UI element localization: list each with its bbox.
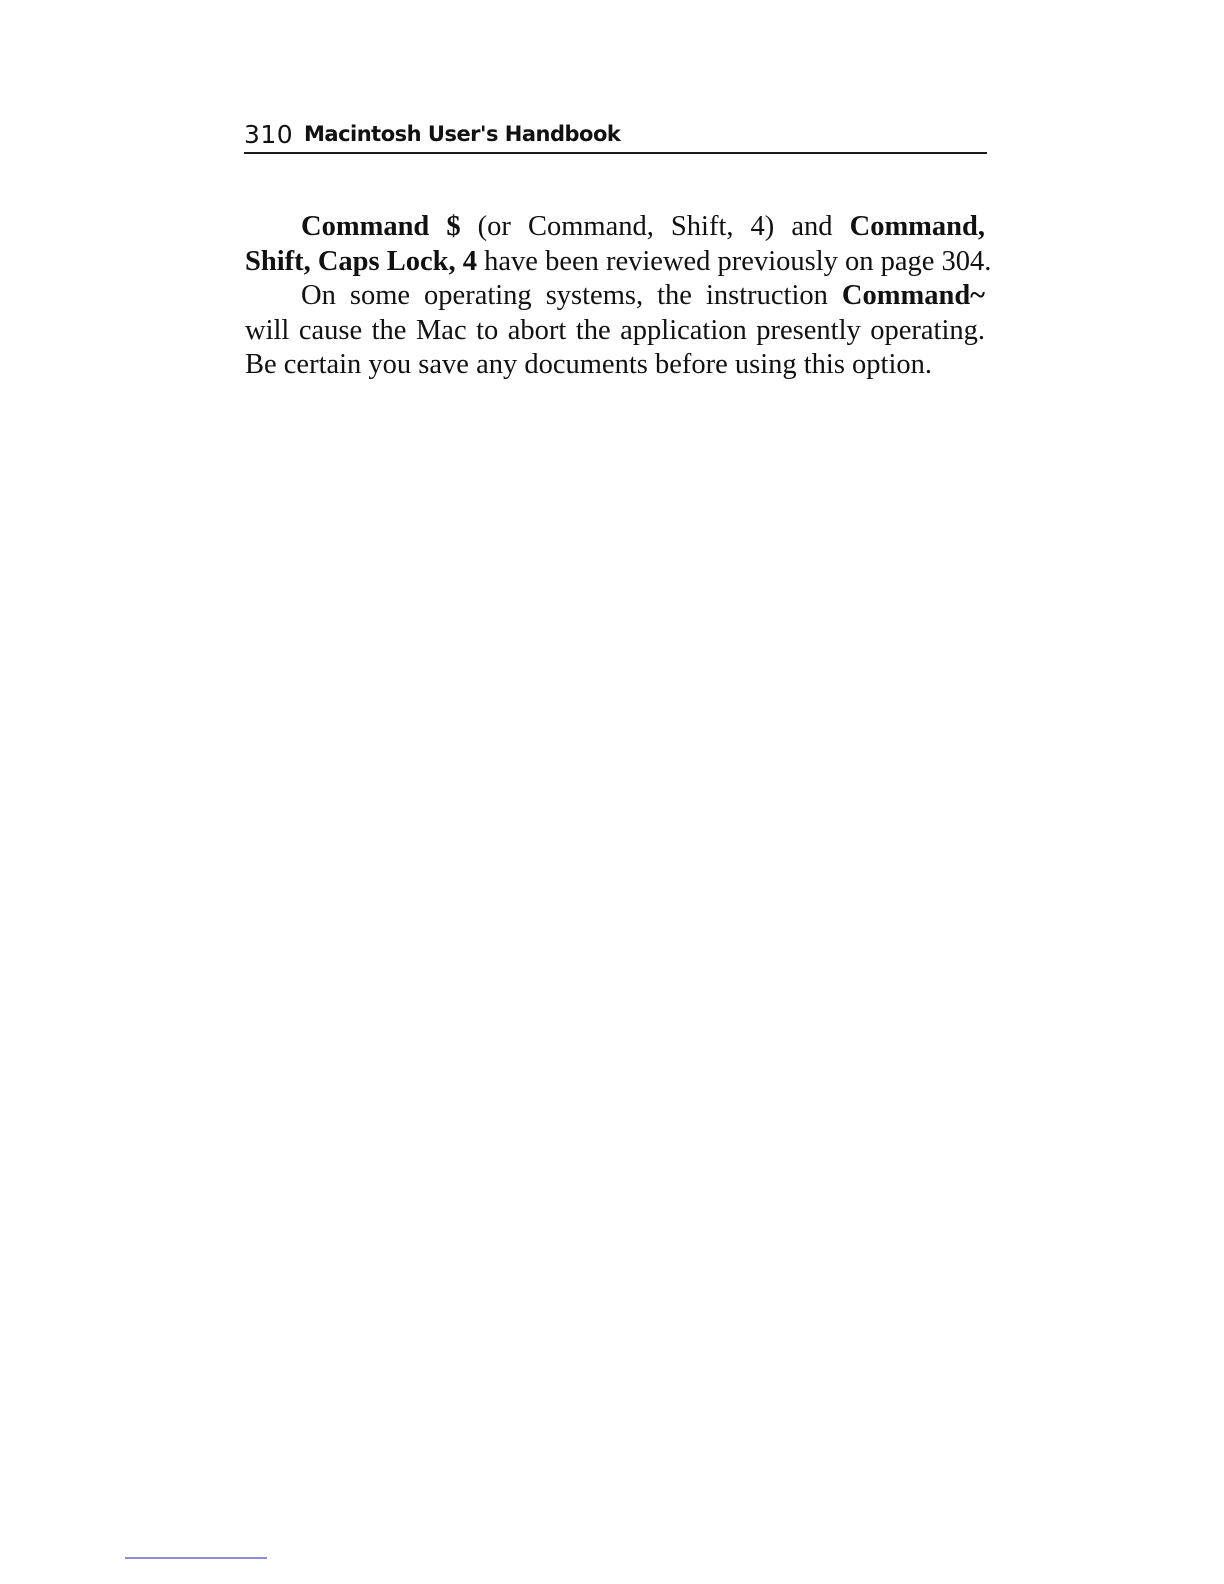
paragraph-2-line-3: Be certain you save any documents before using this option. <box>245 349 933 380</box>
running-head <box>244 118 987 154</box>
paragraph-2-line-1 <box>245 279 985 314</box>
paragraph-2-line-2: will cause the Mac to abort the application presently operating. <box>245 314 985 346</box>
paragraph-2 <box>245 279 985 383</box>
page-number: 310 <box>244 120 294 149</box>
paragraph-1-line-1 <box>245 210 985 245</box>
body-text <box>245 210 992 383</box>
text-span: have been reviewed previously on page 304. <box>477 245 992 277</box>
paragraph-1-line-2 <box>245 245 992 280</box>
text-span: On some operating systems, the instruction <box>301 280 842 311</box>
footer-rule <box>125 1557 267 1559</box>
text-span: (or Command, Shift, 4) and <box>460 211 850 242</box>
bold-term-command-tilde: Command~ <box>841 280 985 311</box>
bold-term-command-dollar: Command $ <box>301 211 461 242</box>
bold-term-command-comma: Command, <box>849 211 985 242</box>
book-title: Macintosh User's Handbook <box>304 122 621 146</box>
bold-term-shift-caps-lock: Shift, Caps Lock, 4 <box>245 245 478 277</box>
paragraph-1 <box>245 210 992 279</box>
